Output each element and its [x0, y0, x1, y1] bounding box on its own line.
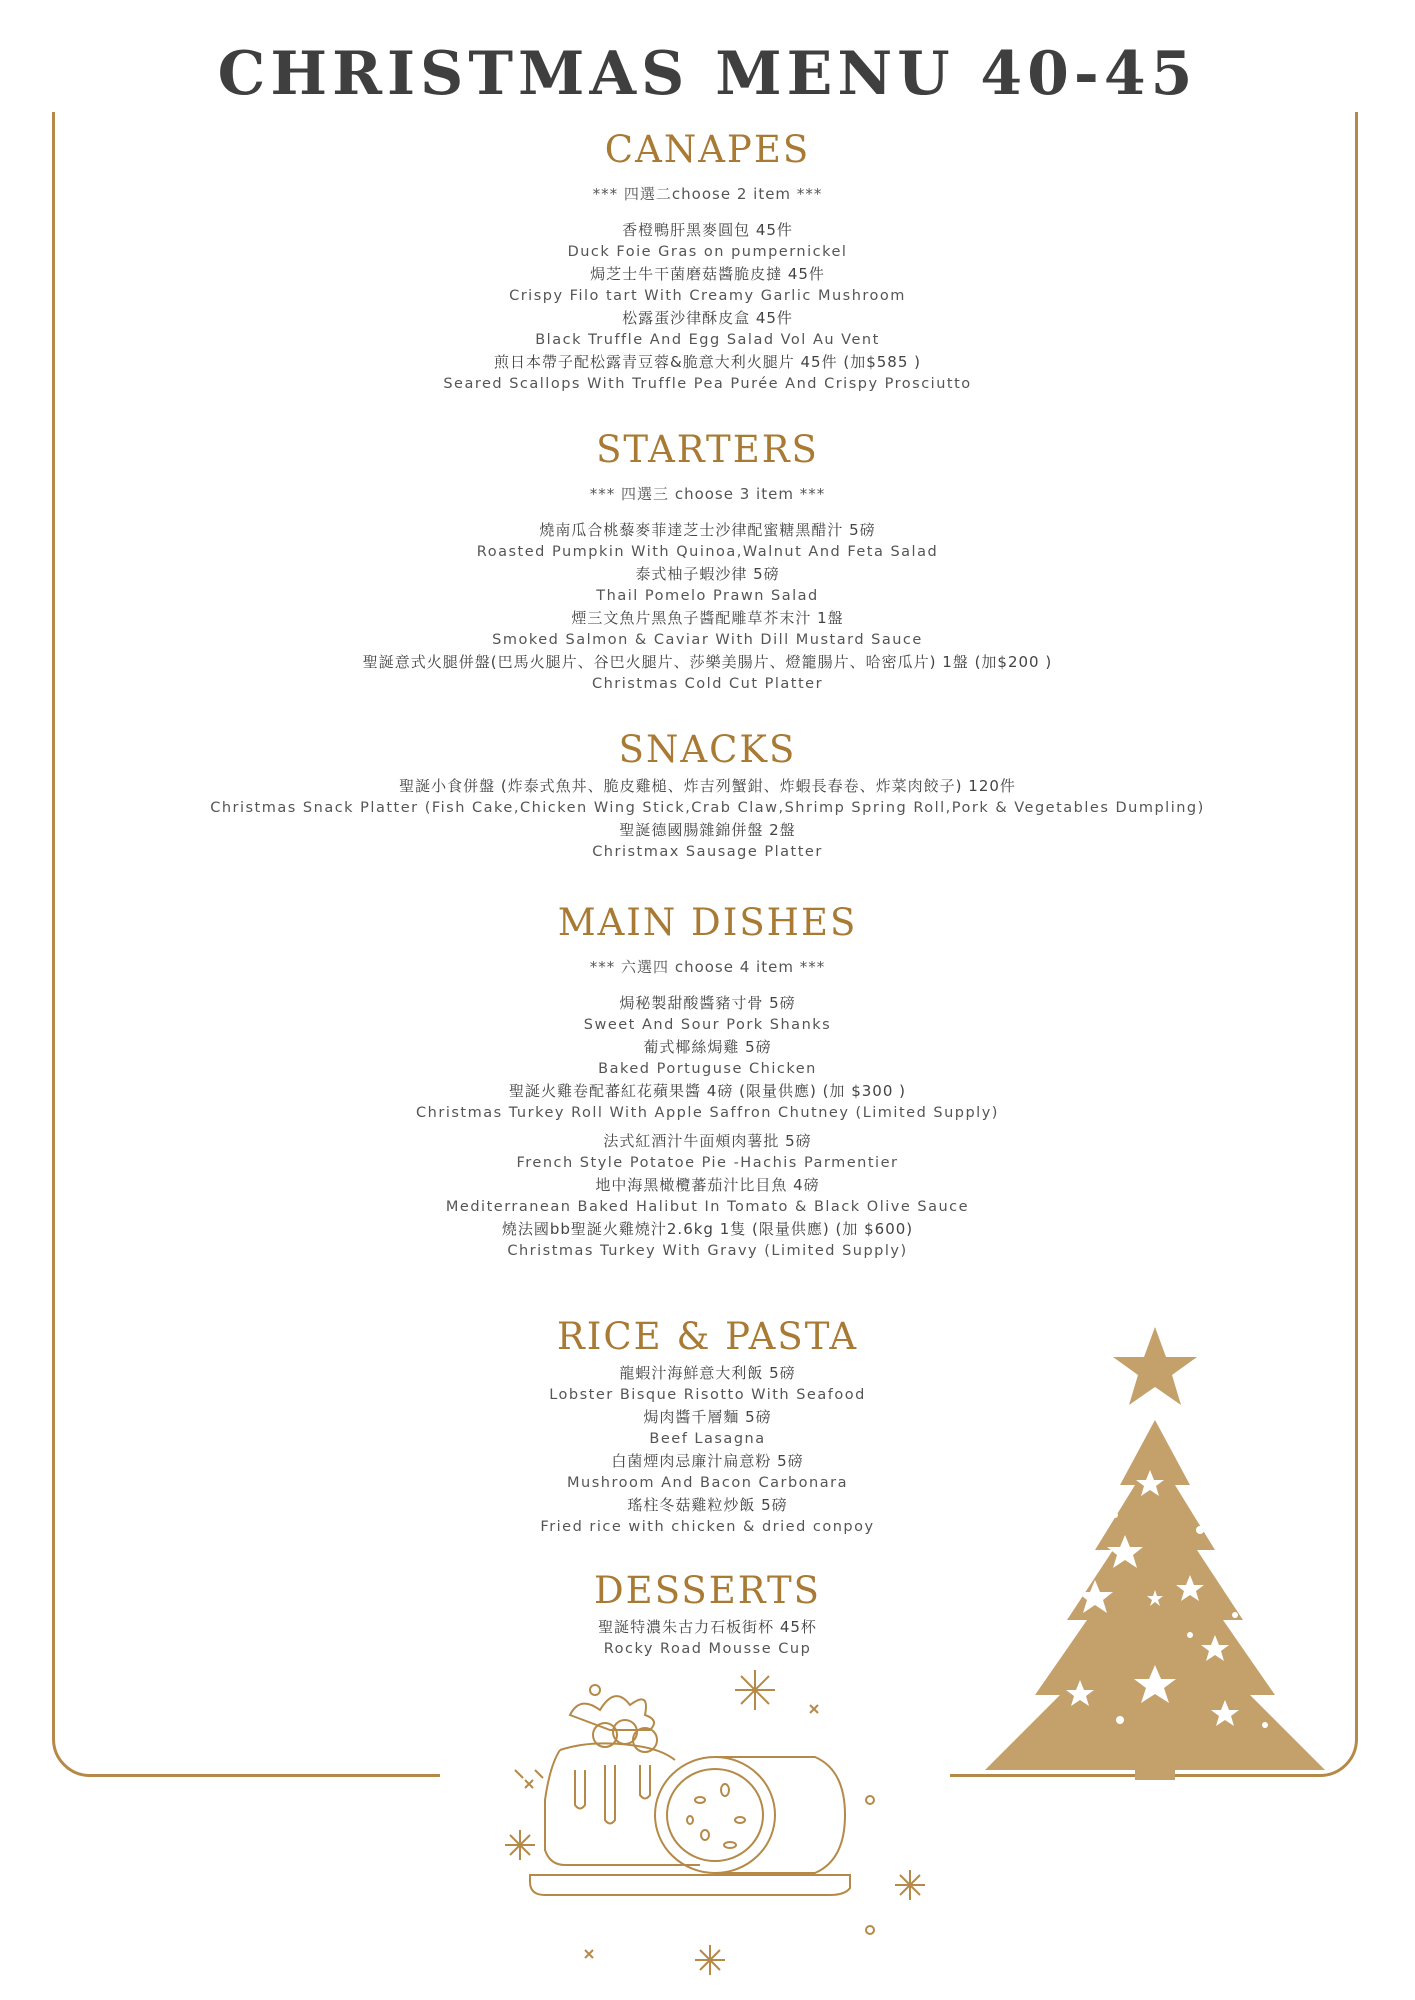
menu-item: 瑤柱冬菇雞粒炒飯 5磅 Fried rice with chicken & dried conpoy	[540, 1496, 875, 1535]
menu-item: 燒南瓜合桃藜麥菲達芝士沙律配蜜糖黑醋汁 5磅 Roasted Pumpkin With Quinoa,Walnut And Feta Salad	[476, 521, 939, 560]
section-title: SNACKS	[618, 728, 797, 771]
menu-item: 葡式椰絲焗雞 5磅 Baked Portuguse Chicken	[598, 1038, 817, 1077]
menu-item: 香橙鴨肝黑麥圓包 45件 Duck Foie Gras on pumpernickel	[567, 221, 848, 260]
menu-item: 焗肉醬千層麵 5磅 Beef Lasagna	[643, 1408, 772, 1447]
section-title: RICE & PASTA	[556, 1315, 859, 1358]
menu-item: 法式紅酒汁牛面頰肉薯批 5磅 French Style Potatoe Pie -Hachis Parmentier	[516, 1132, 899, 1171]
menu-item: 聖誕小食併盤 (炸泰式魚丼、脆皮雞槌、炸吉列蟹鉗、炸蝦長春卷、炸菜肉餃子) 120件 Christmas Snack Platter (Fish Cake,Chicken Wing Stick,Crab Claw,Shrimp Spring Roll,Pork & Vegetables Dumpling)	[210, 777, 1205, 816]
yule-log-cake-icon	[500, 1670, 960, 1990]
section-main-dishes	[0, 898, 1415, 1262]
section-canapes	[0, 125, 1415, 395]
menu-item: 聖誕特濃朱古力石板街杯 45杯 Rocky Road Mousse Cup	[598, 1618, 817, 1657]
section-note: *** 四選二choose 2 item ***	[592, 185, 823, 203]
menu-item: 白菌煙肉忌廉汁扁意粉 5磅 Mushroom And Bacon Carbonara	[567, 1452, 848, 1491]
sparkle-icon	[505, 1670, 925, 1975]
menu-item: 聖誕火雞卷配蕃紅花蘋果醬 4磅 (限量供應) (加 $300 ) Christmas Turkey Roll With Apple Saffron Chutney (Limited Supply)	[416, 1082, 999, 1121]
menu-item: 泰式柚子蝦沙律 5磅 Thail Pomelo Prawn Salad	[596, 565, 819, 604]
menu-item: 燒法國bb聖誕火雞燒汁2.6kg 1隻 (限量供應) (加 $600) Christmas Turkey With Gravy (Limited Supply)	[501, 1220, 914, 1259]
menu-item: 龍蝦汁海鮮意大利飯 5磅 Lobster Bisque Risotto With Seafood	[549, 1364, 866, 1403]
menu-item: 聖誕德國腸雜錦併盤 2盤 Christmax Sausage Platter	[592, 821, 823, 860]
menu-item: 煙三文魚片黑魚子醬配雕草芥末汁 1盤 Smoked Salmon & Caviar With Dill Mustard Sauce	[492, 609, 923, 648]
section-title: DESSERTS	[594, 1569, 821, 1612]
menu-item: 聖誕意式火腿併盤(巴馬火腿片、谷巴火腿片、莎樂美腸片、燈籠腸片、哈密瓜片) 1盤 (加$200 ) Christmas Cold Cut Platter	[362, 653, 1053, 692]
christmas-tree-icon	[985, 1325, 1325, 1780]
menu-item: 松露蛋沙律酥皮盒 45件 Black Truffle And Egg Salad Vol Au Vent	[535, 309, 880, 348]
menu-item: 煎日本帶子配松露青豆蓉&脆意大利火腿片 45件 (加$585 ) Seared Scallops With Truffle Pea Purée And Crispy Prosciutto	[443, 353, 972, 392]
section-title: STARTERS	[596, 428, 819, 471]
page-title: CHRISTMAS MENU 40-45	[0, 36, 1415, 112]
section-snacks	[0, 725, 1415, 863]
section-starters	[0, 425, 1415, 695]
menu-item: 地中海黑橄欖蕃茄汁比目魚 4磅 Mediterranean Baked Halibut In Tomato & Black Olive Sauce	[445, 1176, 970, 1215]
menu-item: 焗芝士牛干菌磨菇醬脆皮撻 45件 Crispy Filo tart With Creamy Garlic Mushroom	[509, 265, 906, 304]
menu-item: 焗秘製甜酸醬豬寸骨 5磅 Sweet And Sour Pork Shanks	[583, 994, 832, 1033]
section-title: CANAPES	[604, 128, 811, 171]
section-title: MAIN DISHES	[557, 901, 858, 944]
section-note: *** 四選三 choose 3 item ***	[589, 485, 826, 503]
section-note: *** 六選四 choose 4 item ***	[589, 958, 826, 976]
